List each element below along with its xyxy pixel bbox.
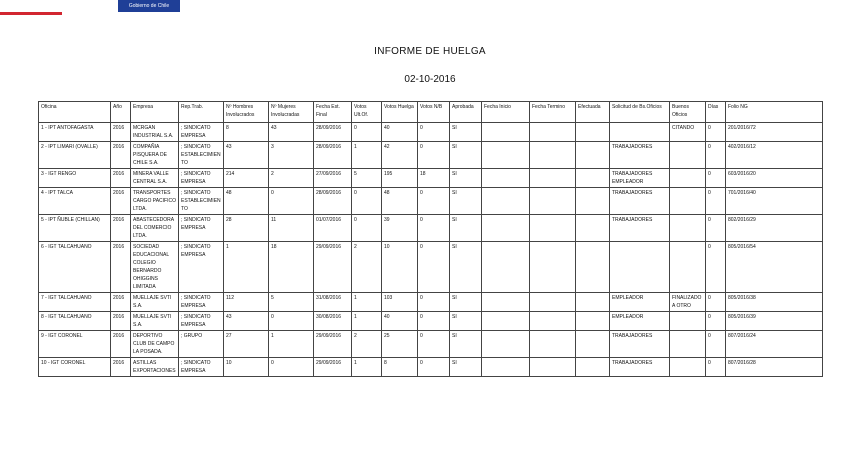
table-cell <box>482 215 530 242</box>
table-cell <box>482 169 530 188</box>
table-cell <box>530 169 576 188</box>
table-cell: COMPAÑIA PISQUERA DE CHILE S.A. <box>131 142 179 169</box>
table-cell: TRABAJADORES <box>610 215 670 242</box>
table-cell: TRABAJADORES <box>610 142 670 169</box>
table-cell: ; SINDICATO EMPRESA <box>179 293 224 312</box>
table-cell: MCRGAN INDUSTRIAL S.A. <box>131 123 179 142</box>
table-cell: SI <box>450 242 482 293</box>
table-cell: ; GRUPO <box>179 331 224 358</box>
table-cell: 0 <box>418 312 450 331</box>
table-cell <box>530 215 576 242</box>
column-header: Fecha Inicio <box>482 102 530 123</box>
table-row <box>39 242 823 293</box>
table-cell: 10 <box>382 242 418 293</box>
table-cell: 0 <box>706 188 726 215</box>
table-cell <box>482 142 530 169</box>
table-cell: 10 <box>224 358 269 377</box>
table-cell <box>576 358 610 377</box>
table-cell: ; SINDICATO EMPRESA <box>179 123 224 142</box>
table-cell <box>482 358 530 377</box>
table-cell <box>530 358 576 377</box>
table-cell: 9 - IGT CORONEL <box>39 331 111 358</box>
table-cell: 1 <box>352 142 382 169</box>
logo-blue-band <box>118 0 180 12</box>
table-cell: TRABAJADORES <box>610 358 670 377</box>
table-cell: 7 - IGT TALCAHUANO <box>39 293 111 312</box>
logo-text: Gobierno de Chile <box>128 3 170 9</box>
table-cell: 112 <box>224 293 269 312</box>
table-cell: 2 <box>352 331 382 358</box>
table-cell: 2016 <box>111 188 131 215</box>
table-row <box>39 142 823 169</box>
table-cell: 802/2016/29 <box>726 215 823 242</box>
table-cell: 3 <box>269 142 314 169</box>
column-header: Fecha Est. Final <box>314 102 352 123</box>
table-cell: 0 <box>418 142 450 169</box>
table-cell <box>576 169 610 188</box>
table-header-row <box>39 102 823 123</box>
report-date: 02-10-2016 <box>404 74 456 85</box>
table-cell: 0 <box>269 358 314 377</box>
column-header: Rep.Trab. <box>179 102 224 123</box>
table-cell: 27/09/2016 <box>314 169 352 188</box>
column-header: Oficina <box>39 102 111 123</box>
column-header: Nº Mujeres Involucradas <box>269 102 314 123</box>
column-header: Votos Ult.Of. <box>352 102 382 123</box>
table-cell: SI <box>450 312 482 331</box>
table-cell: 0 <box>418 331 450 358</box>
table-cell: 402/2016/12 <box>726 142 823 169</box>
table-cell: TRABAJADORES EMPLEADOR <box>610 169 670 188</box>
table-cell: TRANSPORTES CARGO PACIFICO LTDA. <box>131 188 179 215</box>
table-cell: 29/09/2016 <box>314 331 352 358</box>
table-row <box>39 188 823 215</box>
table-cell: 0 <box>706 312 726 331</box>
table-cell: 805/2016/39 <box>726 312 823 331</box>
table-cell <box>530 142 576 169</box>
strike-report-table <box>38 101 823 377</box>
table-cell: ; SINDICATO ESTABLECIMIENTO <box>179 188 224 215</box>
table-cell <box>482 123 530 142</box>
table-row <box>39 123 823 142</box>
table-cell: SI <box>450 331 482 358</box>
table-cell: 28/09/2016 <box>314 123 352 142</box>
table-cell: 39 <box>382 215 418 242</box>
table-cell: 0 <box>352 123 382 142</box>
column-header: Efectuada <box>576 102 610 123</box>
table-cell: ; SINDICATO EMPRESA <box>179 169 224 188</box>
table-cell <box>576 123 610 142</box>
table-cell: 0 <box>418 188 450 215</box>
table-cell: SI <box>450 358 482 377</box>
column-header: Folio NG <box>726 102 823 123</box>
table-row <box>39 331 823 358</box>
table-cell: 214 <box>224 169 269 188</box>
table-cell: SI <box>450 293 482 312</box>
table-cell: SI <box>450 215 482 242</box>
table-cell <box>482 188 530 215</box>
table-cell: 0 <box>418 242 450 293</box>
table-cell <box>482 331 530 358</box>
table-cell: 0 <box>418 358 450 377</box>
logo-red-band <box>0 12 62 15</box>
table-cell: 0 <box>706 123 726 142</box>
table-cell: MUELLAJE SVTI S.A. <box>131 293 179 312</box>
table-cell: 1 - IPT ANTOFAGASTA <box>39 123 111 142</box>
table-cell: 2016 <box>111 123 131 142</box>
report-title: INFORME DE HUELGA <box>374 46 486 57</box>
table-cell: 2 - IPT LIMARI (OVALLE) <box>39 142 111 169</box>
table-cell: TRABAJADORES <box>610 331 670 358</box>
table-cell: 0 <box>706 142 726 169</box>
table-cell: MINERA VALLE CENTRAL S.A. <box>131 169 179 188</box>
table-cell: 0 <box>706 215 726 242</box>
table-cell <box>482 293 530 312</box>
table-cell: 10 - IGT CORONEL <box>39 358 111 377</box>
table-body <box>39 123 823 377</box>
table-cell: EMPLEADOR <box>610 293 670 312</box>
table-cell: 30/08/2016 <box>314 312 352 331</box>
table-cell: 27 <box>224 331 269 358</box>
table-row <box>39 215 823 242</box>
table-cell: 5 <box>269 293 314 312</box>
table-cell: 4 - IPT TALCA <box>39 188 111 215</box>
column-header: Días <box>706 102 726 123</box>
table-cell: 2016 <box>111 169 131 188</box>
table-cell: TRABAJADORES <box>610 188 670 215</box>
table-cell <box>576 312 610 331</box>
column-header: Empresa <box>131 102 179 123</box>
table-cell: 0 <box>418 215 450 242</box>
column-header: Aprobada <box>450 102 482 123</box>
table-cell: 29/09/2016 <box>314 358 352 377</box>
table-cell: SI <box>450 142 482 169</box>
table-cell: EMPLEADOR <box>610 312 670 331</box>
table-cell <box>530 331 576 358</box>
table-cell: SI <box>450 169 482 188</box>
table-cell <box>530 242 576 293</box>
column-header: Fecha Termino <box>530 102 576 123</box>
table-cell: 1 <box>224 242 269 293</box>
table-cell: 3 - IGT RENGO <box>39 169 111 188</box>
table-cell: FINALIZADO A OTRO <box>670 293 706 312</box>
table-cell <box>610 123 670 142</box>
table-cell: 0 <box>418 293 450 312</box>
table-cell: 5 <box>352 169 382 188</box>
column-header: Año <box>111 102 131 123</box>
table-cell <box>670 169 706 188</box>
table-cell: 195 <box>382 169 418 188</box>
table-cell: 18 <box>269 242 314 293</box>
table-cell: 0 <box>706 331 726 358</box>
table-cell: ; SINDICATO EMPRESA <box>179 242 224 293</box>
table-cell: 0 <box>706 169 726 188</box>
table-cell <box>670 215 706 242</box>
table-cell: SOCIEDAD EDUCACIONAL COLEGIO BERNARDO OHIGGINS LIMITADA <box>131 242 179 293</box>
table-cell: 701/2016/40 <box>726 188 823 215</box>
table-cell: 0 <box>269 188 314 215</box>
table-cell: 1 <box>352 293 382 312</box>
table-cell <box>576 242 610 293</box>
table-cell: ABASTECEDORA DEL COMERCIO LTDA. <box>131 215 179 242</box>
table-cell: 805/2016/54 <box>726 242 823 293</box>
table-cell: 11 <box>269 215 314 242</box>
table-cell: 2 <box>352 242 382 293</box>
table-cell <box>530 312 576 331</box>
table-cell: 8 <box>224 123 269 142</box>
table-cell: 43 <box>224 142 269 169</box>
column-header: Solicitud de Bs.Oficios <box>610 102 670 123</box>
table-row <box>39 312 823 331</box>
table-cell: 48 <box>382 188 418 215</box>
column-header: Votos N/B <box>418 102 450 123</box>
table-cell: 0 <box>352 215 382 242</box>
table-cell: 1 <box>352 358 382 377</box>
table-cell: 40 <box>382 312 418 331</box>
table-cell: 2016 <box>111 242 131 293</box>
table-cell: SI <box>450 123 482 142</box>
table-cell: DEPORTIVO CLUB DE CAMPO LA POSADA. <box>131 331 179 358</box>
table-cell: 603/2016/20 <box>726 169 823 188</box>
table-row <box>39 293 823 312</box>
table-cell <box>482 242 530 293</box>
table-cell: SI <box>450 188 482 215</box>
table-cell <box>670 331 706 358</box>
table-cell <box>576 331 610 358</box>
table-cell <box>670 188 706 215</box>
table-cell: 28/09/2016 <box>314 188 352 215</box>
table-cell: 2016 <box>111 331 131 358</box>
table-cell <box>670 242 706 293</box>
table-cell <box>670 312 706 331</box>
table-cell: MUELLAJE SVTI S.A. <box>131 312 179 331</box>
table-cell <box>576 215 610 242</box>
table-cell: 01/07/2016 <box>314 215 352 242</box>
table-cell <box>670 358 706 377</box>
table-cell: 0 <box>706 358 726 377</box>
table-cell: CITANDO <box>670 123 706 142</box>
table-cell <box>576 142 610 169</box>
table-cell: 31/08/2016 <box>314 293 352 312</box>
table-cell: ASTILLAS EXPORTACIONES <box>131 358 179 377</box>
table-cell <box>670 142 706 169</box>
table-cell: 2 <box>269 169 314 188</box>
column-header: Buenos Oficios <box>670 102 706 123</box>
table-cell: 2016 <box>111 293 131 312</box>
table-cell: 805/2016/38 <box>726 293 823 312</box>
table-cell: 5 - IPT ÑUBLE (CHILLAN) <box>39 215 111 242</box>
table-cell: 8 - IGT TALCAHUANO <box>39 312 111 331</box>
table-cell: 18 <box>418 169 450 188</box>
table-cell: 807/2016/24 <box>726 331 823 358</box>
table-cell: 2016 <box>111 358 131 377</box>
table-cell <box>482 312 530 331</box>
table-cell: 29/09/2016 <box>314 242 352 293</box>
table-cell: 1 <box>269 331 314 358</box>
table-cell: 103 <box>382 293 418 312</box>
table-cell: 28/09/2016 <box>314 142 352 169</box>
table-cell: 25 <box>382 331 418 358</box>
table-cell: 40 <box>382 123 418 142</box>
table-cell: 48 <box>224 188 269 215</box>
table-cell: 2016 <box>111 142 131 169</box>
table-cell: 6 - IGT TALCAHUANO <box>39 242 111 293</box>
table-cell: 1 <box>352 312 382 331</box>
table-cell: 43 <box>224 312 269 331</box>
table-cell: 0 <box>418 123 450 142</box>
table-cell: 807/2016/28 <box>726 358 823 377</box>
column-header: Nº Hombres Involucrados <box>224 102 269 123</box>
table-cell <box>576 188 610 215</box>
table-cell: ; SINDICATO ESTABLECIMIENTO <box>179 142 224 169</box>
table-cell: 0 <box>706 242 726 293</box>
table-cell: 2016 <box>111 215 131 242</box>
table-cell: 42 <box>382 142 418 169</box>
table-cell: 0 <box>269 312 314 331</box>
table-cell: ; SINDICATO EMPRESA <box>179 215 224 242</box>
table-cell <box>576 293 610 312</box>
table-cell: ; SINDICATO EMPRESA <box>179 358 224 377</box>
table-cell: ; SINDICATO EMPRESA <box>179 312 224 331</box>
table-cell <box>530 188 576 215</box>
table-row <box>39 169 823 188</box>
table-cell <box>610 242 670 293</box>
table-cell: 43 <box>269 123 314 142</box>
table-cell <box>530 293 576 312</box>
table-cell: 8 <box>382 358 418 377</box>
table-cell: 2016 <box>111 312 131 331</box>
table-row <box>39 358 823 377</box>
table-cell <box>530 123 576 142</box>
table-cell: 201/2016/72 <box>726 123 823 142</box>
table-cell: 28 <box>224 215 269 242</box>
table-cell: 0 <box>706 293 726 312</box>
table-cell: 0 <box>352 188 382 215</box>
column-header: Votos Huelga <box>382 102 418 123</box>
